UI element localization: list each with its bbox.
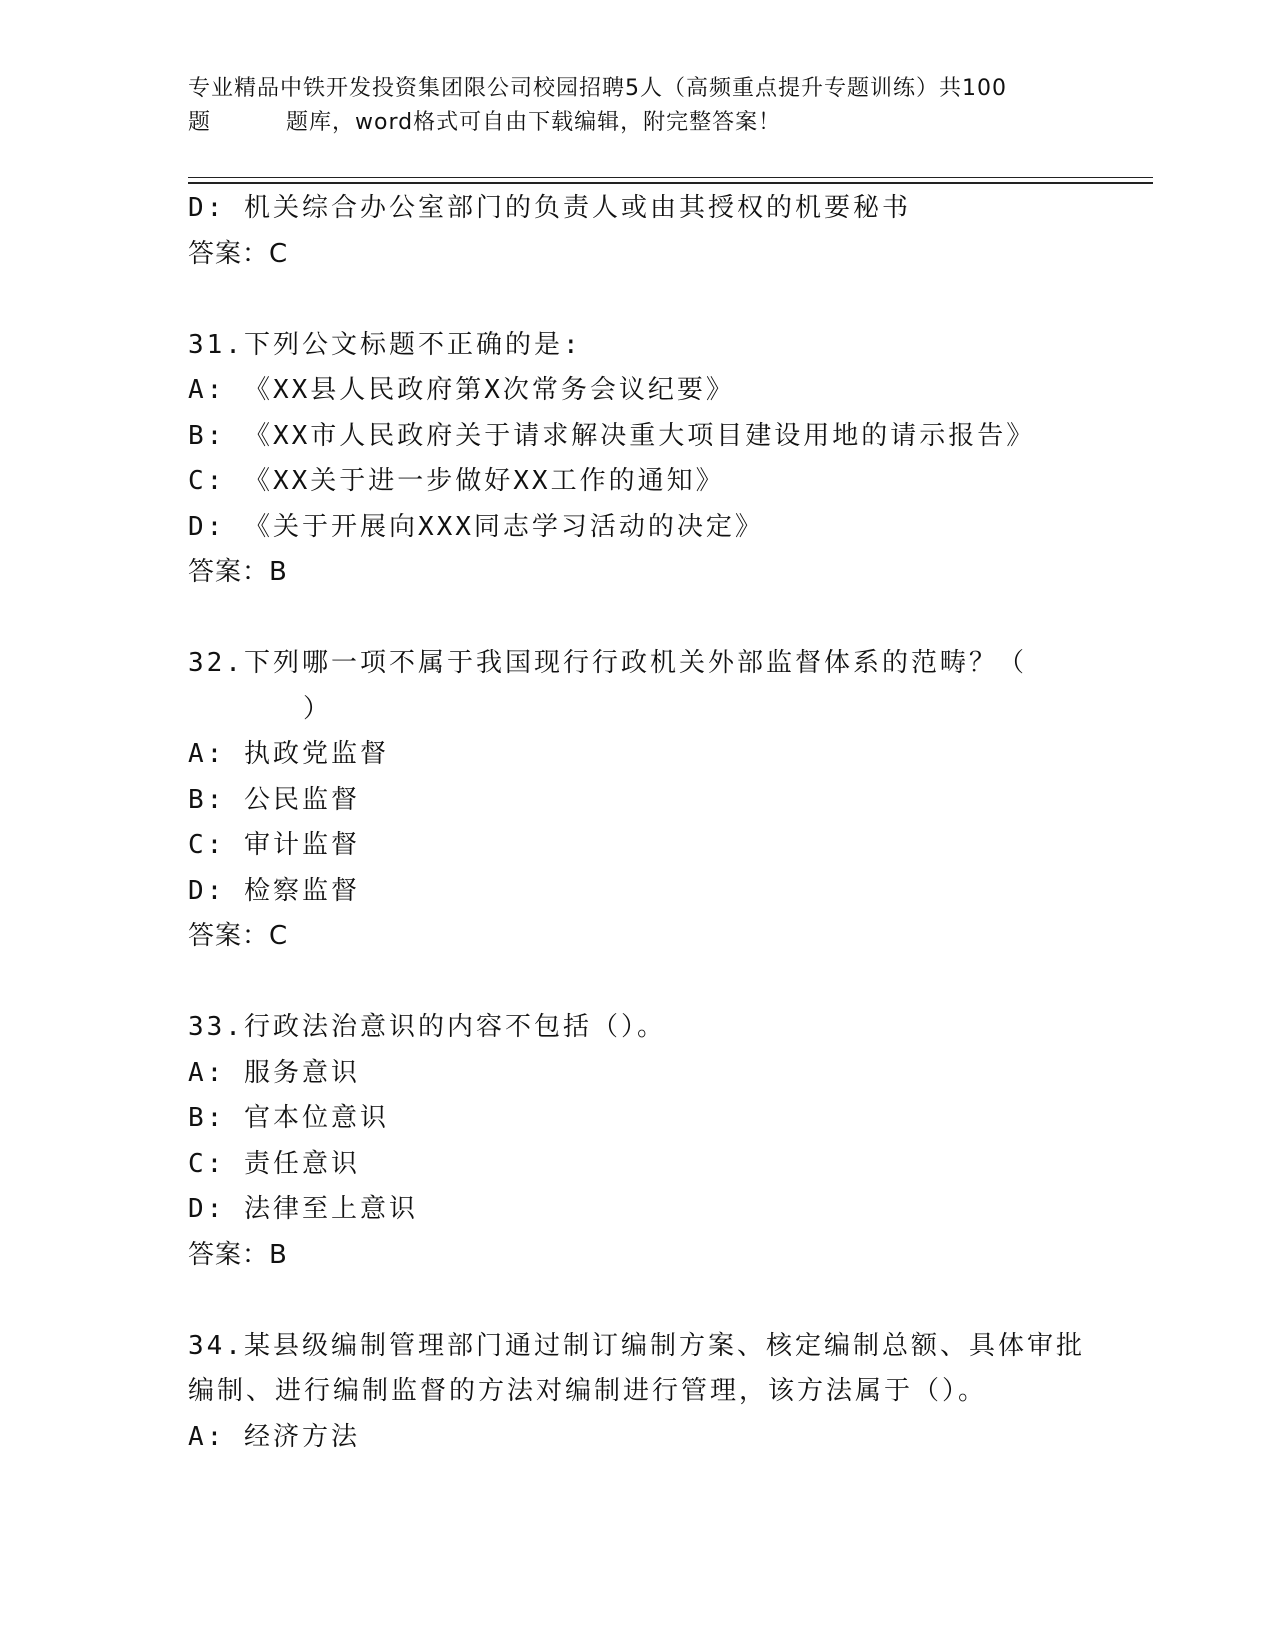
header-title-line2-text: 题库，word格式可自由下载编辑，附完整答案！ (286, 110, 782, 135)
option-d: D: 检察监督 (188, 875, 360, 906)
option-c: C: 《XX关于进一步做好XX工作的通知》 (188, 466, 725, 496)
option-b: B: 《XX市人民政府关于请求解决重大项目建设用地的请示报告》 (188, 420, 1036, 451)
question-stem: 31.下列公文标题不正确的是: (188, 329, 582, 360)
question-block-33 (188, 1005, 1088, 1278)
header-gap (211, 106, 286, 140)
question-stem-line2: ） (303, 693, 333, 724)
option-a: A: 经济方法 (188, 1421, 360, 1452)
header-title-line2 (188, 106, 1088, 140)
option-a: A: 执政党监督 (188, 739, 389, 769)
question-block-31 (188, 323, 1088, 596)
header-title-line2-prefix: 题 (188, 110, 212, 135)
spacer (188, 596, 1088, 642)
option-b: B: 官本位意识 (188, 1103, 389, 1133)
question-block-32 (188, 641, 1088, 960)
question-block-34 (188, 1324, 1088, 1461)
spacer (188, 277, 1088, 323)
option-d: D: 法律至上意识 (188, 1194, 418, 1224)
header-divider-thick (188, 182, 1153, 184)
option-d: D: 机关综合办公室部门的负责人或由其授权的机要秘书 (188, 193, 911, 223)
answer-line: 答案：B (188, 557, 288, 587)
question-stem: 33.行政法治意识的内容不包括（）。 (188, 1012, 666, 1042)
spacer (188, 1278, 1088, 1324)
question-stem-line1: 32.下列哪一项不属于我国现行行政机关外部监督体系的范畴？（ (188, 648, 1027, 678)
header-divider-thin (188, 177, 1153, 178)
question-block-prev (188, 186, 1088, 277)
page-header (188, 72, 1088, 140)
question-stem-line2: 编制、进行编制监督的方法对编制进行管理，该方法属于（）。 (188, 1376, 988, 1406)
option-c: C: 责任意识 (188, 1148, 360, 1179)
option-d: D: 《关于开展向XXX同志学习活动的决定》 (188, 511, 764, 542)
header-title-line1: 专业精品中铁开发投资集团限公司校园招聘5人（高频重点提升专题训练）共100 (188, 76, 1007, 101)
question-content (188, 186, 1088, 1460)
option-b: B: 公民监督 (188, 784, 360, 815)
option-a: A: 《XX县人民政府第X次常务会议纪要》 (188, 375, 735, 405)
option-c: C: 审计监督 (188, 830, 360, 860)
answer-line: 答案：C (188, 921, 289, 951)
spacer (188, 960, 1088, 1006)
answer-line: 答案：B (188, 1239, 288, 1270)
answer-line: 答案：C (188, 238, 289, 269)
question-stem-line1: 34.某县级编制管理部门通过制订编制方案、核定编制总额、具体审批 (188, 1330, 1085, 1361)
option-a: A: 服务意识 (188, 1057, 360, 1088)
